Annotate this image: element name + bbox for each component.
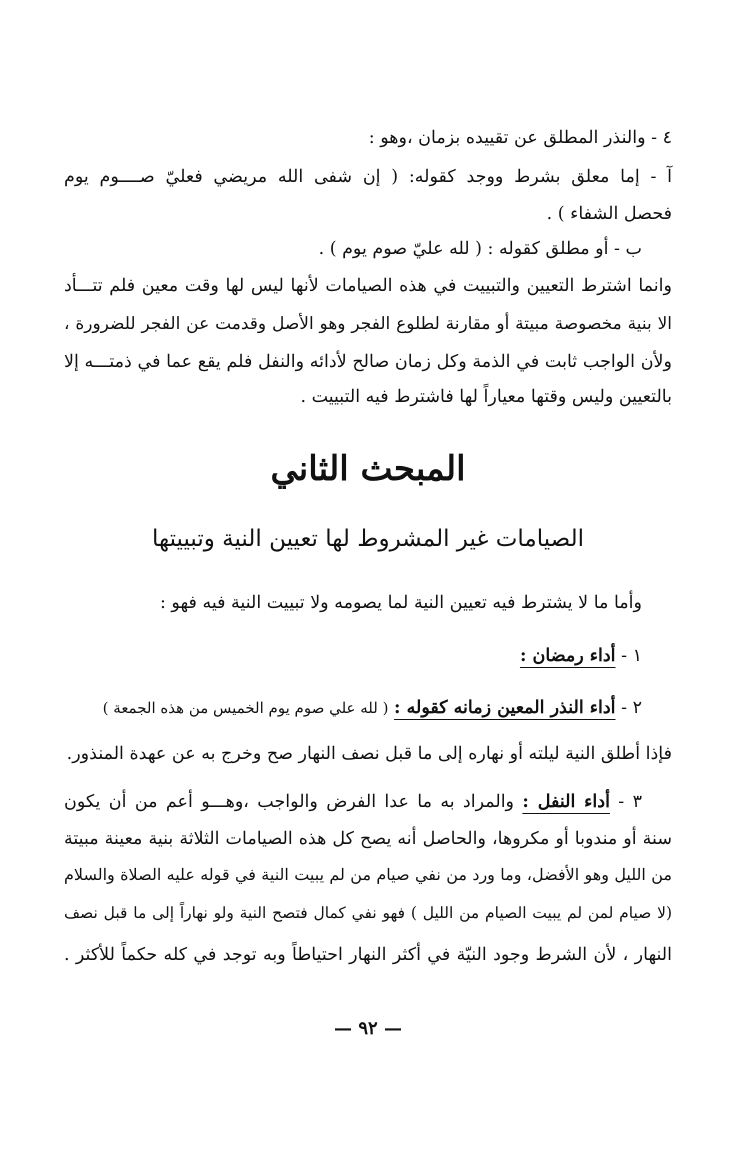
paragraph-line: (لا صيام لمن لم يبيت الصيام من الليل ) فهو نفي كمال فتصح النية ولو نهاراً إلى ما قبل نصف <box>64 904 672 922</box>
paragraph-line: ولأن الواجب ثابت في الذمة وكل زمان صالح لأدائه والنفل فلم يقع عما في ذمتـــه إلا <box>64 352 672 372</box>
item-title: أداء النذر المعين زمانه كقوله : <box>394 698 616 718</box>
paragraph-line: بالتعيين وليس وقتها معياراً لها فاشترط فيه التبييت . <box>300 387 672 407</box>
item-number: ٢ - <box>621 698 642 718</box>
section-heading: المبحث الثاني <box>270 449 466 489</box>
paragraph-line: سنة أو مندوبا أو مكروها، والحاصل أنه يصح كل هذه الصيامات الثلاثة بنية معينة مبيتة <box>64 829 672 849</box>
paragraph-line: من الليل وهو الأفضل، وما ورد من نفي صيام من لم يبيت النية في قوله عليه الصلاة والسلام <box>64 865 672 884</box>
paragraph-line: وانما اشترط التعيين والتبييت في هذه الصيامات لأنها ليس لها وقت معين فلم تتـــأد <box>64 276 672 296</box>
paragraph-line: فحصل الشفاء ) . <box>546 204 672 224</box>
item-number: ١ - <box>621 646 642 666</box>
list-item-2 <box>103 695 642 721</box>
list-item-3 <box>64 789 642 815</box>
paragraph-line: آ - إما معلق بشرط ووجد كقوله: ( إن شفى الله مريضي فعليّ صــــوم يوم <box>64 167 672 187</box>
list-item-4: ٤ - والنذر المطلق عن تقييده بزمان ،وهو : <box>368 128 672 148</box>
page-number: — ٩٢ — <box>334 1018 402 1039</box>
item-text: والمراد به ما عدا الفرض والواجب ،وهـــو أعم من أن يكون <box>64 792 515 812</box>
intro-line: وأما ما لا يشترط فيه تعيين النية لما يصومه ولا تبييت النية فيه فهو : <box>159 593 642 613</box>
item-text: ( لله علي صوم يوم الخميس من هذه الجمعة ) <box>102 699 389 717</box>
item-number: ٣ - <box>618 792 642 812</box>
paragraph-line: النهار ، لأن الشرط وجود النيّة في أكثر النهار احتياطاً وبه توجد في كله حكماً للأكثر . <box>64 945 672 965</box>
paragraph-line: الا بنية مخصوصة مبيتة أو مقارنة لطلوع الفجر وهو الأصل وقدمت عن الفجر للضرورة ، <box>64 314 672 334</box>
paragraph-line: فإذا أطلق النية ليلته أو نهاره إلى ما قبل نصف النهار صح وخرج به عن عهدة المنذور. <box>66 744 672 764</box>
item-title: أداء رمضان : <box>519 646 616 666</box>
list-item-1 <box>520 643 642 669</box>
section-subheading: الصيامات غير المشروط لها تعيين النية وتبييتها <box>151 526 585 552</box>
list-item-b: ب - أو مطلق كقوله : ( لله عليّ صوم يوم ) . <box>318 239 642 259</box>
item-title: أداء النفل : <box>522 792 610 812</box>
